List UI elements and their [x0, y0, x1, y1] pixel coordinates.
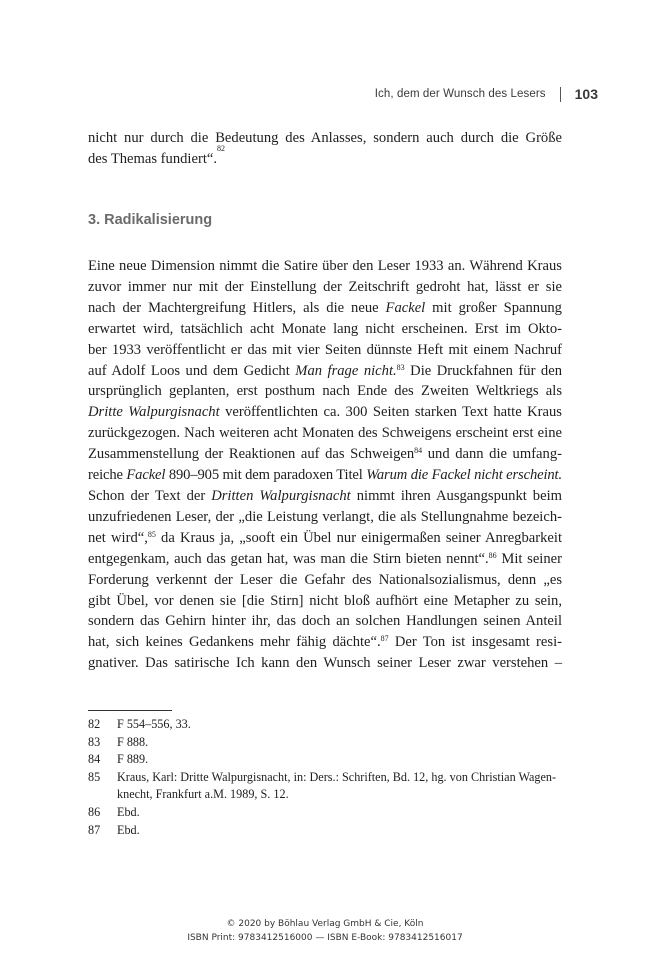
footnote-text: F 888. — [117, 734, 149, 749]
section-heading: 3. Radikalisierung — [88, 212, 213, 228]
footnote-ref: 82 — [217, 143, 226, 153]
footnotes — [88, 716, 562, 839]
footnote-number: 85 — [88, 769, 101, 784]
text-line: nicht nur durch die Bedeutung des Anlasses, sondern auch durch die Größe — [88, 130, 562, 146]
footnote-text: Kraus, Karl: Dritte Walpurgisnacht, in: Ders.: Schriften, Bd. 12, hg. von Christian Wagen- — [117, 769, 557, 784]
footnote-ref: 87 — [380, 634, 389, 644]
footnote-number: 84 — [88, 752, 101, 767]
text-line: zurückgezogen. Nach weiteren acht Monaten des Schweigens erscheint erst eine — [88, 425, 562, 442]
text-line: Forderung verkennt der Leser die Gefahr des Nationalsozialismus, denn „es — [88, 571, 562, 588]
copyright-line: © 2020 by Böhlau Verlag GmbH & Cie, Köln — [226, 919, 424, 929]
text-line: unzufriedenen Leser, der „die Leistung verlangt, die als Stellungnahme bezeich- — [88, 508, 562, 525]
footnote — [88, 751, 562, 769]
footnote-ref: 83 — [396, 362, 405, 372]
text-line: Zusammenstellung der Reaktionen auf das Schweigen$^{84}$ und dann die umfang- — [88, 446, 562, 463]
footnote-number: 86 — [88, 804, 101, 819]
copyright-footer — [0, 918, 650, 945]
footnote-rule — [88, 710, 172, 711]
footnote — [88, 716, 562, 734]
footnote-text: F 889. — [117, 752, 149, 767]
text-line: auf Adolf Loos und dem Gedicht Man frage nicht.$^{83}$ Die Druckfahnen für den — [88, 362, 563, 379]
text-line: erwartet wird, tatsächlich acht Monate lang nicht erscheinen. Erst im Okto- — [88, 320, 562, 337]
text-line: Schon der Text der Dritten Walpurgisnacht nimmt ihren Ausgangspunkt beim — [88, 487, 562, 504]
text-line: reiche Fackel 890–905 mit dem paradoxen Titel Warum die Fackel nicht erscheint. — [88, 467, 562, 484]
text-line: Eine neue Dimension nimmt die Satire über den Leser 1933 an. Während Kraus — [88, 258, 562, 274]
footnote-ref: 84 — [414, 446, 423, 456]
footnote-number: 87 — [88, 822, 101, 837]
text-line: net wird“,$^{85}$ da Kraus ja, „sooft ein Übel nur einigermaßen seiner Anregbarkeit — [88, 529, 562, 546]
running-header — [375, 86, 598, 102]
footnote — [88, 769, 562, 804]
isbn-line: ISBN Print: 9783412516000 — ISBN E-Book: 9783412516017 — [187, 932, 463, 943]
running-title: Ich, dem der Wunsch des Lesers — [374, 88, 546, 100]
text-line: ursprünglich geplanten, erst posthum nach Ende des Zweiten Weltkriegs als — [88, 383, 562, 400]
footnote-ref: 85 — [147, 529, 156, 539]
footnote — [88, 734, 562, 752]
footnote-number: 82 — [88, 717, 101, 731]
intro-paragraph — [88, 128, 562, 170]
text-line: nach der Machtergreifung Hitlers, als die neue Fackel mit großer Spannung — [88, 299, 562, 316]
text-line: Dritte Walpurgisnacht veröffentlichten ca. 300 Seiten starken Text hatte Kraus — [88, 404, 562, 421]
text-line: ber 1933 veröffentlicht er das mit vier Seiten dünnste Heft mit einem Nachruf — [88, 341, 562, 358]
page-number: 103 — [574, 86, 598, 102]
footnote-text: knecht, Frankfurt a.M. 1989, S. 12. — [117, 787, 289, 802]
text-line: hat, sich keines Gedankens mehr fähig dächte“.$^{87}$ Der Ton ist insgesamt resi- — [88, 634, 562, 651]
text-line: zuvor immer nur mit der Einstellung der Zeitschrift gedroht hat, lässt er sie — [88, 278, 562, 295]
footnote-number: 83 — [88, 734, 101, 749]
text-line: gibt Übel, vor denen sie [die Stirn] nicht bloß aufhört eine Metapher zu sein, — [88, 592, 562, 609]
header-divider — [560, 87, 561, 102]
text-line: des Themas fundiert“. 82 — [88, 149, 562, 170]
text-line: gnativer. Das satirische Ich kann den Wunsch seiner Leser zwar verstehen – — [88, 655, 562, 672]
footnote-ref: 86 — [488, 550, 497, 560]
text-line: entgegenkam, auch das getan hat, was man die Stirn bieten nennt“.$^{86}$ Mit seiner — [88, 550, 562, 567]
footnote-text: F 554–556, 33. — [117, 717, 191, 731]
main-paragraph — [88, 256, 562, 674]
footnote-text: Ebd. — [117, 822, 140, 837]
footnote — [88, 804, 562, 822]
text-line: sondern das Gehirn hinter ihr, das doch an solchen Handlungen seinen Anteil — [88, 613, 562, 630]
footnote-text: Ebd. — [117, 804, 140, 819]
footnote — [88, 822, 562, 840]
